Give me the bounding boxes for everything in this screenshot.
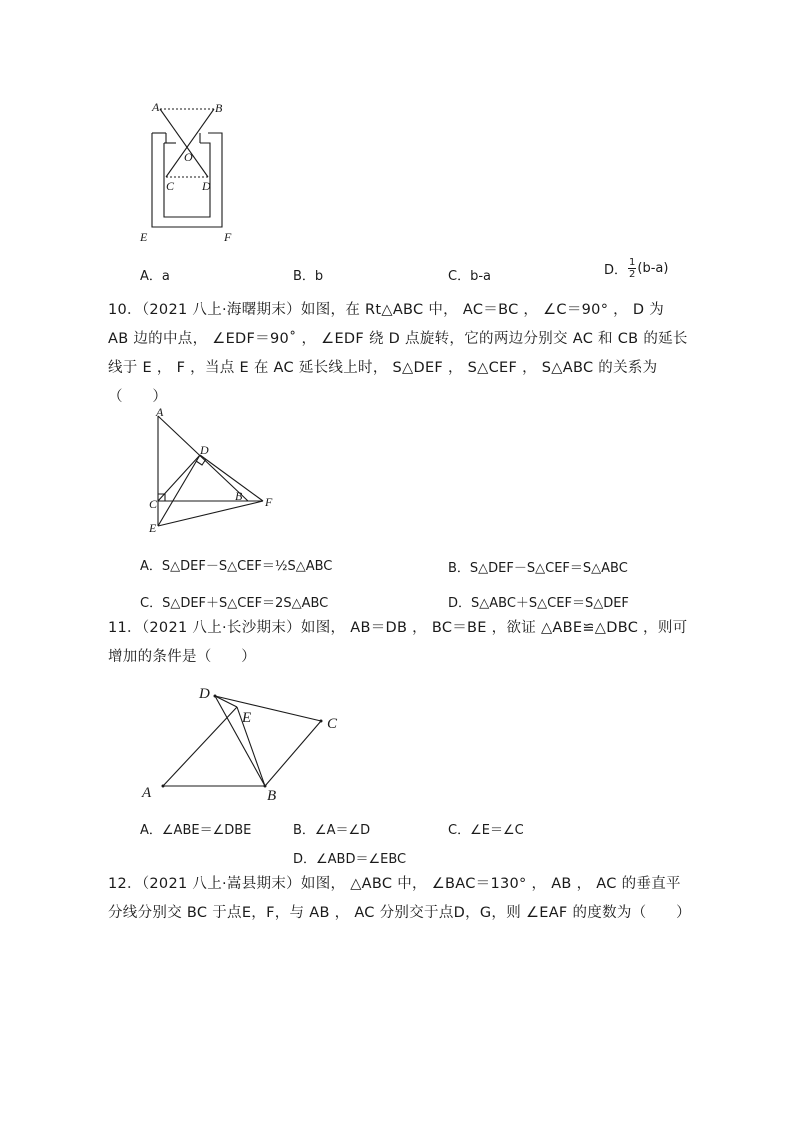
q9-label-c: C	[166, 179, 175, 193]
q9-option-d-prefix: D．	[604, 263, 628, 278]
q10-label-e: E	[149, 521, 157, 535]
q9-figure	[130, 95, 250, 245]
q10-label-c: C	[149, 497, 158, 511]
q10-option-c[interactable]: C．S△DEF＋S△CEF＝2S△ABC	[140, 596, 329, 611]
q10-label-d: D	[200, 443, 209, 457]
q10-figure	[145, 405, 285, 538]
q9-label-f: F	[224, 230, 232, 244]
q11-option-a[interactable]: A．∠ABE＝∠DBE	[140, 823, 252, 838]
q10-option-a[interactable]: A．S△DEF－S△CEF＝½S△ABC	[140, 559, 333, 574]
q10-label-a: A	[156, 405, 164, 419]
q9-label-a: A	[152, 100, 160, 114]
q11-label-a: A	[142, 785, 152, 801]
q9-option-b[interactable]: B．b	[293, 269, 324, 284]
q9-option-d-num: 1	[629, 257, 636, 268]
q11-label-c: C	[327, 716, 338, 732]
q9-label-e: E	[140, 230, 148, 244]
q9-option-d-den: 2	[629, 269, 636, 280]
q10-option-b[interactable]: B．S△DEF－S△CEF＝S△ABC	[448, 561, 628, 576]
q11-figure	[135, 680, 355, 805]
q9-option-d[interactable]	[604, 257, 668, 280]
q11-option-b[interactable]: B．∠A＝∠D	[293, 823, 371, 838]
q9-option-d-fraction	[628, 257, 636, 280]
q9-label-o: O	[184, 150, 193, 164]
q10-question-text: 10．（2021 八上·海曙期末）如图，在 Rt△ABC 中， AC＝BC ， ∠C＝90° ， D 为 AB 边的中点， ∠EDF＝90˚ ， ∠EDF 绕 D 点旋转，它的两边分别交 AC 和 CB 的延长线于 E ， F ，当点 E 在 AC 延长线上时， S△DEF ， S△CEF ， S△ABC 的关系为（ ）	[108, 302, 688, 405]
q10-label-f: F	[265, 495, 273, 509]
q11-question-text: 11．（2021 八上·长沙期末）如图， AB＝DB ， BC＝BE ，欲证 △ABE≌△DBC ，则可增加的条件是（ ）	[108, 620, 688, 665]
q9-option-d-suffix: (b-a)	[637, 261, 669, 276]
q10-label-b: B	[235, 489, 243, 503]
q9-option-c[interactable]: C．b-a	[448, 269, 491, 284]
q10-option-d[interactable]: D．S△ABC＋S△CEF＝S△DEF	[448, 596, 629, 611]
q11-option-c[interactable]: C．∠E＝∠C	[448, 823, 524, 838]
q9-label-b: B	[215, 101, 223, 115]
q12-question-text: 12．（2021 八上·嵩县期末）如图， △ABC 中， ∠BAC＝130° ， AB ， AC 的垂直平分线分别交 BC 于点E，F，与 AB ， AC 分别交于点D，G，则 ∠EAF 的度数为（ ）	[108, 876, 691, 921]
q11-label-d: D	[199, 686, 210, 702]
q9-option-a[interactable]: A．a	[140, 269, 170, 284]
q11-option-d[interactable]: D．∠ABD＝∠EBC	[293, 852, 407, 867]
q9-label-d: D	[202, 179, 211, 193]
q11-label-e: E	[242, 710, 252, 726]
q11-label-b: B	[267, 788, 277, 804]
